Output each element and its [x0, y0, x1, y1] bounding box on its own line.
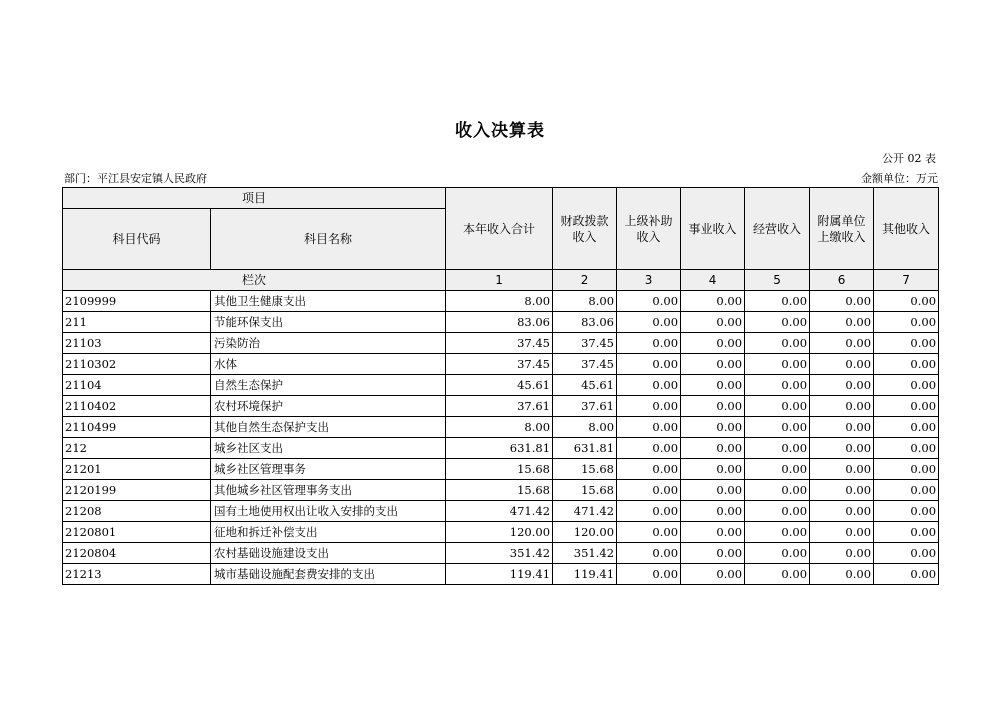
subject-code: 2120801	[63, 522, 211, 543]
amount-cell: 0.00	[745, 564, 810, 585]
amount-cell: 15.68	[446, 459, 553, 480]
header-other: 其他收入	[874, 188, 939, 270]
subject-name: 农村基础设施建设支出	[211, 543, 446, 564]
amount-cell: 0.00	[874, 375, 939, 396]
amount-cell: 0.00	[810, 333, 874, 354]
amount-cell: 0.00	[681, 396, 745, 417]
amount-cell: 0.00	[810, 291, 874, 312]
amount-cell: 0.00	[745, 522, 810, 543]
header-project: 项目	[63, 188, 446, 209]
header-code: 科目代码	[63, 209, 211, 270]
amount-cell: 0.00	[874, 291, 939, 312]
table-row	[63, 438, 939, 459]
amount-cell: 0.00	[745, 417, 810, 438]
table-row	[63, 501, 939, 522]
amount-cell: 0.00	[874, 312, 939, 333]
amount-cell: 0.00	[874, 417, 939, 438]
amount-cell: 0.00	[810, 417, 874, 438]
amount-cell: 0.00	[617, 501, 681, 522]
department-label: 部门：平江县安定镇人民政府	[64, 172, 207, 185]
subject-name: 农村环境保护	[211, 396, 446, 417]
table-row	[63, 312, 939, 333]
amount-cell: 0.00	[810, 501, 874, 522]
amount-cell: 0.00	[810, 459, 874, 480]
amount-cell: 0.00	[617, 480, 681, 501]
amount-cell: 0.00	[810, 396, 874, 417]
header-seq-label: 栏次	[63, 270, 446, 291]
amount-cell: 0.00	[745, 438, 810, 459]
amount-cell: 0.00	[874, 459, 939, 480]
amount-cell: 0.00	[874, 333, 939, 354]
amount-cell: 45.61	[553, 375, 617, 396]
subject-code: 2110402	[63, 396, 211, 417]
header-superior-line1: 上级补助	[624, 213, 673, 228]
subject-code: 2120804	[63, 543, 211, 564]
amount-cell: 0.00	[681, 438, 745, 459]
subject-name: 其他城乡社区管理事务支出	[211, 480, 446, 501]
amount-cell: 0.00	[810, 354, 874, 375]
amount-cell: 0.00	[874, 501, 939, 522]
amount-cell: 631.81	[553, 438, 617, 459]
amount-cell: 0.00	[810, 564, 874, 585]
header-name: 科目名称	[211, 209, 446, 270]
amount-cell: 37.45	[553, 354, 617, 375]
amount-cell: 0.00	[745, 312, 810, 333]
amount-cell: 0.00	[681, 564, 745, 585]
amount-cell: 0.00	[681, 543, 745, 564]
subject-code: 212	[63, 438, 211, 459]
amount-cell: 15.68	[446, 480, 553, 501]
amount-cell: 0.00	[810, 522, 874, 543]
subject-code: 2120199	[63, 480, 211, 501]
amount-cell: 0.00	[745, 333, 810, 354]
subject-name: 城市基础设施配套费安排的支出	[211, 564, 446, 585]
amount-cell: 120.00	[446, 522, 553, 543]
amount-cell: 0.00	[617, 438, 681, 459]
amount-cell: 15.68	[553, 480, 617, 501]
table-row	[63, 375, 939, 396]
amount-cell: 0.00	[810, 543, 874, 564]
amount-cell: 0.00	[745, 375, 810, 396]
amount-cell: 0.00	[810, 375, 874, 396]
amount-cell: 37.45	[446, 354, 553, 375]
table-row	[63, 522, 939, 543]
amount-cell: 0.00	[681, 522, 745, 543]
amount-cell: 0.00	[681, 501, 745, 522]
amount-cell: 631.81	[446, 438, 553, 459]
amount-cell: 119.41	[446, 564, 553, 585]
table-row	[63, 354, 939, 375]
header-fiscal	[553, 188, 617, 270]
amount-cell: 83.06	[446, 312, 553, 333]
table-row	[63, 564, 939, 585]
form-number: 公开 02 表	[882, 152, 936, 165]
amount-cell: 0.00	[681, 354, 745, 375]
header-total: 本年收入合计	[446, 188, 553, 270]
amount-cell: 15.68	[553, 459, 617, 480]
amount-cell: 0.00	[617, 522, 681, 543]
amount-cell: 119.41	[553, 564, 617, 585]
header-fiscal-line1: 财政拨款	[560, 213, 609, 228]
amount-cell: 0.00	[874, 354, 939, 375]
header-superior	[617, 188, 681, 270]
amount-cell: 0.00	[874, 522, 939, 543]
amount-cell: 0.00	[745, 291, 810, 312]
subject-name: 节能环保支出	[211, 312, 446, 333]
amount-cell: 45.61	[446, 375, 553, 396]
subject-code: 21104	[63, 375, 211, 396]
amount-cell: 0.00	[617, 354, 681, 375]
amount-cell: 0.00	[681, 417, 745, 438]
seq-3: 3	[617, 270, 681, 291]
seq-6: 6	[810, 270, 874, 291]
amount-cell: 0.00	[874, 543, 939, 564]
amount-cell: 8.00	[446, 291, 553, 312]
seq-5: 5	[745, 270, 810, 291]
amount-cell: 471.42	[553, 501, 617, 522]
subject-code: 21213	[63, 564, 211, 585]
amount-cell: 0.00	[617, 333, 681, 354]
header-fiscal-line2: 收入	[572, 229, 597, 244]
amount-cell: 8.00	[553, 291, 617, 312]
subject-code: 2109999	[63, 291, 211, 312]
amount-cell: 0.00	[745, 396, 810, 417]
amount-cell: 0.00	[681, 480, 745, 501]
amount-cell: 0.00	[810, 438, 874, 459]
subject-name: 水体	[211, 354, 446, 375]
amount-cell: 0.00	[617, 417, 681, 438]
amount-cell: 8.00	[446, 417, 553, 438]
header-affiliated-line1: 附属单位	[817, 213, 866, 228]
amount-cell: 0.00	[874, 564, 939, 585]
subject-name: 污染防治	[211, 333, 446, 354]
amount-cell: 0.00	[617, 564, 681, 585]
amount-cell: 351.42	[553, 543, 617, 564]
subject-name: 自然生态保护	[211, 375, 446, 396]
table-row	[63, 459, 939, 480]
seq-1: 1	[446, 270, 553, 291]
subject-code: 21201	[63, 459, 211, 480]
amount-cell: 0.00	[874, 396, 939, 417]
amount-cell: 0.00	[745, 501, 810, 522]
subject-code: 21208	[63, 501, 211, 522]
amount-unit-label: 金额单位：万元	[861, 172, 938, 185]
subject-name: 征地和拆迁补偿支出	[211, 522, 446, 543]
amount-cell: 0.00	[745, 543, 810, 564]
amount-cell: 0.00	[810, 312, 874, 333]
report-title: 收入决算表	[455, 121, 545, 141]
amount-cell: 120.00	[553, 522, 617, 543]
subject-name: 其他卫生健康支出	[211, 291, 446, 312]
amount-cell: 37.61	[446, 396, 553, 417]
header-affiliated	[810, 188, 874, 270]
amount-cell: 0.00	[617, 375, 681, 396]
header-business: 事业收入	[681, 188, 745, 270]
amount-cell: 0.00	[874, 438, 939, 459]
subject-name: 其他自然生态保护支出	[211, 417, 446, 438]
table-row	[63, 291, 939, 312]
header-superior-line2: 收入	[636, 229, 661, 244]
amount-cell: 0.00	[681, 312, 745, 333]
table-row	[63, 396, 939, 417]
income-final-accounts-table	[62, 187, 939, 585]
amount-cell: 471.42	[446, 501, 553, 522]
amount-cell: 0.00	[745, 480, 810, 501]
table-row	[63, 543, 939, 564]
header-affiliated-line2: 上缴收入	[817, 229, 866, 244]
amount-cell: 0.00	[617, 459, 681, 480]
amount-cell: 0.00	[874, 480, 939, 501]
amount-cell: 0.00	[810, 480, 874, 501]
amount-cell: 0.00	[681, 291, 745, 312]
amount-cell: 8.00	[553, 417, 617, 438]
subject-code: 21103	[63, 333, 211, 354]
subject-name: 城乡社区支出	[211, 438, 446, 459]
header-operating: 经营收入	[745, 188, 810, 270]
amount-cell: 0.00	[681, 333, 745, 354]
amount-cell: 0.00	[681, 459, 745, 480]
amount-cell: 37.45	[446, 333, 553, 354]
seq-7: 7	[874, 270, 939, 291]
subject-code: 211	[63, 312, 211, 333]
table-row	[63, 480, 939, 501]
amount-cell: 0.00	[745, 354, 810, 375]
amount-cell: 0.00	[617, 312, 681, 333]
amount-cell: 0.00	[617, 543, 681, 564]
amount-cell: 83.06	[553, 312, 617, 333]
seq-4: 4	[681, 270, 745, 291]
subject-name: 城乡社区管理事务	[211, 459, 446, 480]
amount-cell: 0.00	[617, 291, 681, 312]
table-row	[63, 417, 939, 438]
amount-cell: 0.00	[745, 459, 810, 480]
seq-2: 2	[553, 270, 617, 291]
table-row	[63, 333, 939, 354]
amount-cell: 351.42	[446, 543, 553, 564]
amount-cell: 0.00	[681, 375, 745, 396]
amount-cell: 0.00	[617, 396, 681, 417]
amount-cell: 37.45	[553, 333, 617, 354]
subject-code: 2110302	[63, 354, 211, 375]
subject-name: 国有土地使用权出让收入安排的支出	[211, 501, 446, 522]
amount-cell: 37.61	[553, 396, 617, 417]
subject-code: 2110499	[63, 417, 211, 438]
